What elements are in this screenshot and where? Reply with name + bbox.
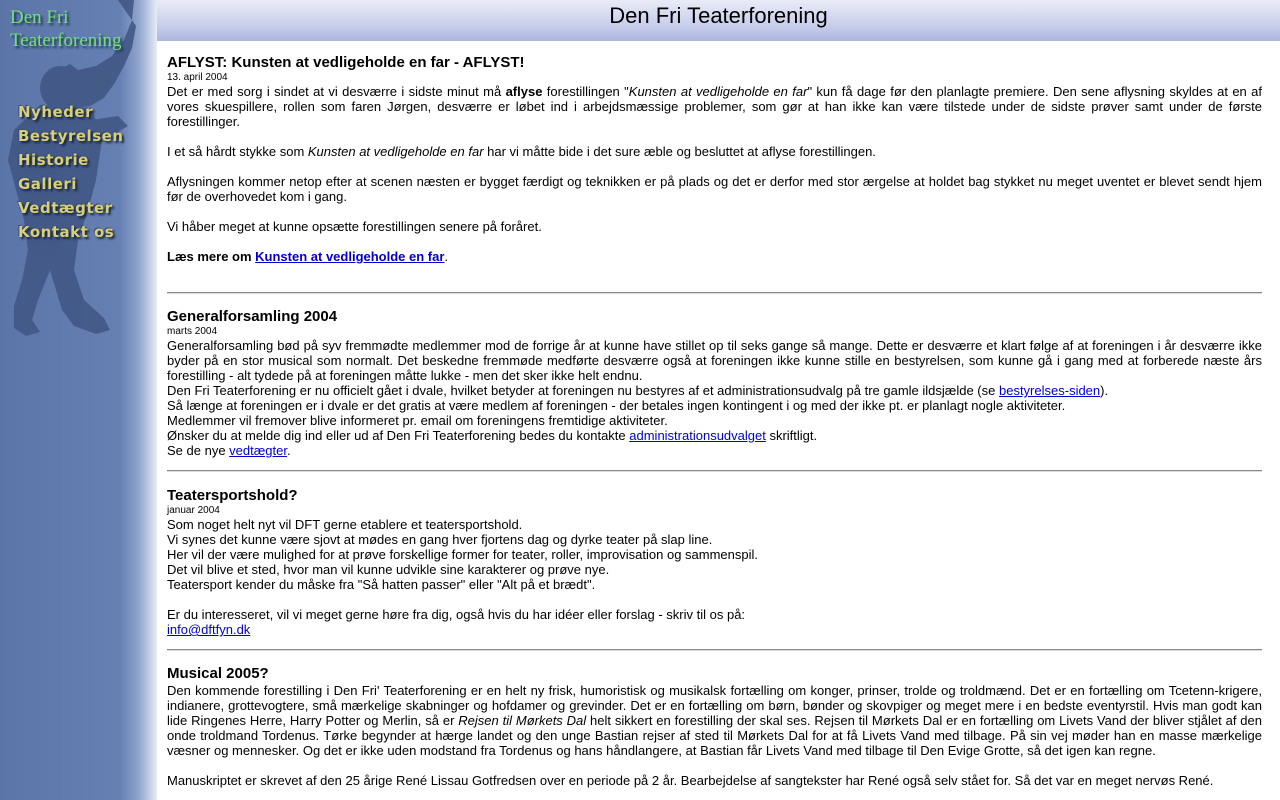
nav-vedtaegter[interactable]: Vedtægter <box>18 199 113 217</box>
article-paragraph <box>167 84 1262 129</box>
article-paragraph <box>167 428 1262 443</box>
nav-bestyrelsen[interactable]: Bestyrelsen <box>18 127 124 145</box>
email-link[interactable]: info@dftfyn.dk <box>167 622 251 637</box>
text: skriftligt. <box>765 428 818 443</box>
article-line: Her vil der være mulighed for at prøve forskellige former for teater, roller, improvisation og sammenspil. <box>167 547 758 562</box>
text: I et så hårdt stykke som <box>167 144 308 159</box>
news-article-teatersport <box>167 487 1262 637</box>
main-content[interactable] <box>157 41 1280 800</box>
article-title: Musical 2005? <box>167 665 269 682</box>
sidebar <box>0 0 157 800</box>
news-article-musical <box>167 665 1262 788</box>
article-date: 13. april 2004 <box>167 72 228 83</box>
read-more-line <box>167 249 1262 264</box>
page-title: Den Fri Teaterforening <box>609 3 828 28</box>
play-link[interactable]: Kunsten at vedligeholde en far <box>255 249 445 264</box>
play-title: Kunsten at vedligeholde en far <box>307 144 484 159</box>
article-paragraph: Vi håber meget at kunne opsætte forestillingen senere på foråret. <box>167 219 542 234</box>
play-title: Rejsen til Mørkets Dal <box>458 713 587 728</box>
text-bold: aflyse <box>505 84 543 99</box>
article-line: Vi synes det kunne være sjovt at mødes en gang hver fjortens dag og dyrke teater på slap line. <box>167 532 713 547</box>
article-paragraph <box>167 443 1262 458</box>
text: Den kommende forestilling i Den Fri' Teaterforening er en helt ny frisk, humoristisk og musikalsk fortælling om konger, prinser, trolde og troldmænd. Det er en fortælling om Tcetenn-krigere, indianere, grottevogtere, små mærkelige skabninger og hofdamer og grevinder. Det er en fortælling om børn, bønder og skovpiger og meget mere i en bedste eventyrstil. Hvis man godt kan lide Ringenes Herre, Harry Potter og Merlin, så er <box>167 683 1262 728</box>
article-line: Teatersport kender du måske fra "Så hatten passer" eller "Alt på et brædt". <box>167 577 596 592</box>
logo-line-1: Den Fri <box>10 7 69 28</box>
article-line: Som noget helt nyt vil DFT gerne etablere et teatersportshold. <box>167 517 523 532</box>
article-paragraph: Så længe at foreningen er i dvale er det gratis at være medlem af foreningen - der betales ingen kontingent i og med der ikke pt. er planlagt nogle aktiviteter. <box>167 398 1066 413</box>
article-title: Teatersportshold? <box>167 487 298 504</box>
bestyrelses-link[interactable]: bestyrelses-siden <box>998 383 1101 398</box>
news-article-generalforsamling <box>167 308 1262 458</box>
text: ). <box>1100 383 1109 398</box>
play-title: Kunsten at vedligeholde en far <box>628 84 808 99</box>
article-paragraph: Medlemmer vil fremover blive informeret pr. email om foreningens fremtidige aktiviteter. <box>167 413 668 428</box>
text: Se de nye <box>167 443 230 458</box>
article-paragraph <box>167 144 1262 159</box>
divider <box>167 292 1262 294</box>
article-paragraph <box>167 683 1262 758</box>
text: har vi måtte bide i det sure æble og besluttet at aflyse forestillingen. <box>483 144 876 159</box>
article-line <box>167 622 1262 637</box>
article-line: Det vil blive et sted, hvor man vil kunne udvikle sine karakterer og prøve nye. <box>167 562 610 577</box>
text: forestillingen " <box>542 84 629 99</box>
text: . <box>444 249 449 264</box>
article-date: marts 2004 <box>167 326 218 337</box>
vedtaegter-link[interactable]: vedtægter <box>229 443 287 458</box>
main-nav <box>18 103 123 247</box>
text: Ønsker du at melde dig ind eller ud af Den Fri Teaterforening bedes du kontakte <box>167 428 630 443</box>
logo-line-2: Teaterforening <box>10 30 122 51</box>
article-paragraph: Aflysningen kommer netop efter at scenen næsten er bygget færdigt og teknikken er på plads og det er derfor med stor ærgelse at holdet bag stykket nu meget uventet er blevet sendt hjem før de overhovedet kom i gang. <box>167 174 1262 204</box>
text: Den Fri Teaterforening er nu officielt gået i dvale, hvilket betyder at foreningen nu bestyres af et administrationsudvalg på tre gamle ildsjælde (se <box>167 383 999 398</box>
news-article-aflyst <box>167 54 1262 264</box>
divider <box>167 649 1262 651</box>
article-paragraph: Generalforsamling bød på syv fremmødte medlemmer mod de forrige år at kunne have stillet op til seks gange så mange. Dette er desværre et klart følge af at foreningen i år desværre ikke byder på en stor musical som normalt. Det beskedne fremmøde medførte desværre også at foreningen ikke kunne stille en bestyrelsen, som kunne gå i gang med at forberede næste års forestilling - alt tydede på at foreningen måtte lukke - men det sker ikke helt endnu. <box>167 338 1262 383</box>
text: Det er med sorg i sindet at vi desværre i sidste minut må <box>167 84 506 99</box>
text: helt sikkert en forestilling der skal ses. Rejsen til Mørkets Dal er en fortælling om Livets Vand der bliver stjålet af den onde troldmand Tordenus. Tørke begynder at hærge landet og den unge Bastian rejser af sted til Mørkets Dal for at få Livets Vand med tilbage. På sin vej møder han en masse mærkelige væsner og mennesker. Og det er ikke uden modstand fra Tordenus og hans håndlangere, at Bastian får Livets Vand med tilbage til Den Evige Grotte, så det igen kan regne. <box>167 713 1262 758</box>
site-logo[interactable] <box>10 6 140 52</box>
text: Læs mere om <box>167 249 256 264</box>
article-line: Er du interesseret, vil vi meget gerne høre fra dig, også hvis du har idéer eller forslag - skriv til os på: <box>167 607 746 622</box>
nav-nyheder[interactable]: Nyheder <box>18 103 93 121</box>
nav-historie[interactable]: Historie <box>18 151 89 169</box>
nav-kontakt-os[interactable]: Kontakt os <box>18 223 115 241</box>
divider <box>167 470 1262 472</box>
article-paragraph <box>167 383 1262 398</box>
administrationsudvalget-link[interactable]: administrationsudvalget <box>629 428 766 443</box>
article-title: AFLYST: Kunsten at vedligeholde en far - AFLYST! <box>167 54 525 71</box>
nav-galleri[interactable]: Galleri <box>18 175 77 193</box>
article-date: januar 2004 <box>167 505 220 516</box>
article-paragraph: Manuskriptet er skrevet af den 25 årige René Lissau Gotfredsen over en periode på 2 år. Bearbejdelse af sangtekster har René også selv stået for. Så det var en meget nervøs René. <box>167 773 1214 788</box>
text: . <box>286 443 291 458</box>
text: " kun få dage før den planlagte premiere. Den sene aflysning skyldes at en af vores skuespillere, rollen som faren Jørgen, desværre er løbet ind i arbejdsmæssige problemer, som gør at han ikke kan være tilstede under de sidste prøver samt under de første forestillinger. <box>167 84 1262 129</box>
page-header <box>157 0 1280 41</box>
article-title: Generalforsamling 2004 <box>167 308 338 325</box>
